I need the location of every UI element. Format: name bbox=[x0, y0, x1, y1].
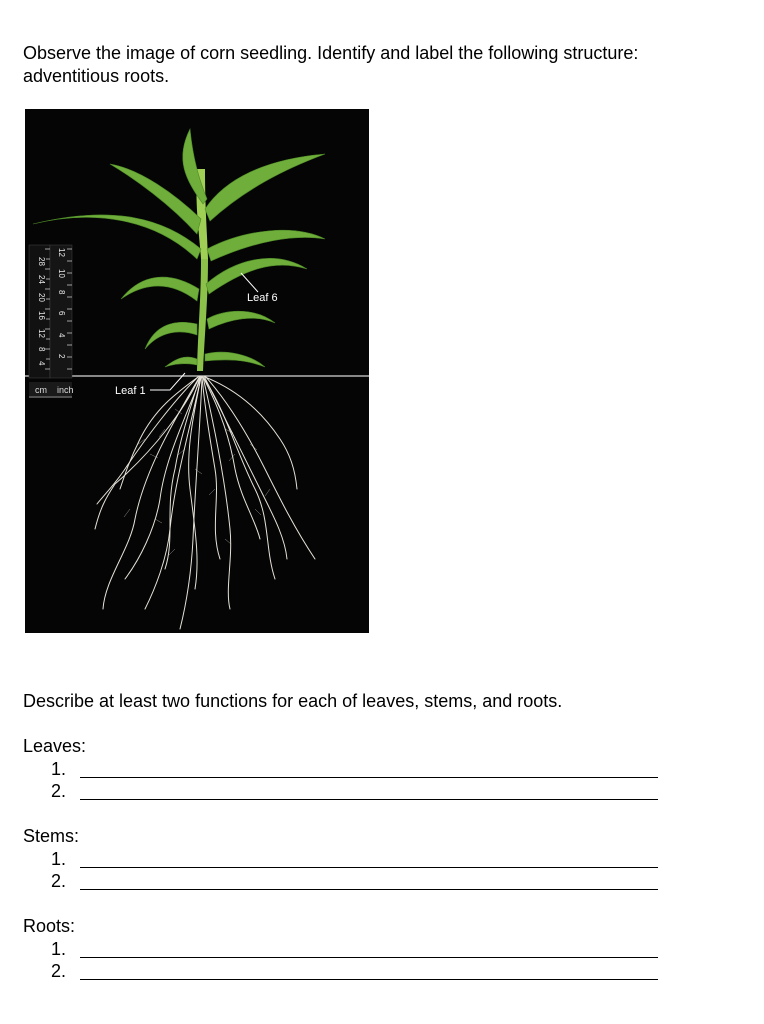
ruler-cm-tick: 16 bbox=[37, 311, 46, 320]
stems-heading: Stems: bbox=[23, 826, 80, 846]
ruler-inch-label: inch bbox=[57, 385, 74, 395]
ruler-cm-tick: 12 bbox=[37, 329, 46, 338]
corn-seedling-photo bbox=[25, 109, 369, 633]
leaf-6-label: Leaf 6 bbox=[247, 292, 278, 304]
leaves-answer-2-blank[interactable] bbox=[80, 799, 658, 800]
ruler-cm-tick: 28 bbox=[37, 257, 46, 266]
leaves-section bbox=[23, 735, 86, 803]
roots-answer-1-blank[interactable] bbox=[80, 957, 658, 958]
functions-question: Describe at least two functions for each of leaves, stems, and roots. bbox=[23, 691, 563, 711]
ruler-cm-tick: 4 bbox=[37, 361, 46, 366]
answer-row bbox=[23, 848, 79, 871]
ruler-inch-tick: 10 bbox=[57, 269, 66, 278]
ruler-cm-tick: 20 bbox=[37, 293, 46, 302]
stems-answer-2-blank[interactable] bbox=[80, 889, 658, 890]
ruler-cm-label: cm bbox=[35, 385, 47, 395]
ruler-inch-tick: 8 bbox=[57, 290, 66, 295]
instructions-line-2: adventitious roots. bbox=[23, 66, 170, 86]
measuring-ruler bbox=[29, 245, 74, 397]
leaf-1-label: Leaf 1 bbox=[115, 385, 146, 397]
roots-answer-2-blank[interactable] bbox=[80, 979, 658, 980]
item-number: 2. bbox=[51, 961, 67, 981]
answer-row bbox=[23, 758, 86, 781]
answer-row bbox=[23, 870, 79, 893]
answer-row bbox=[23, 960, 75, 983]
ruler-cm-tick: 8 bbox=[37, 347, 46, 352]
leaves-answer-1-blank[interactable] bbox=[80, 777, 658, 778]
item-number: 1. bbox=[51, 848, 67, 869]
item-number: 1. bbox=[51, 938, 67, 959]
leaves-heading: Leaves: bbox=[23, 736, 87, 756]
instructions bbox=[23, 42, 743, 88]
ruler-inch-tick: 2 bbox=[57, 354, 66, 359]
ruler-inch-tick: 12 bbox=[57, 248, 66, 257]
item-number: 2. bbox=[51, 781, 67, 801]
ruler-cm-tick: 24 bbox=[37, 275, 46, 284]
roots-section bbox=[23, 915, 75, 983]
stems-answer-1-blank[interactable] bbox=[80, 867, 658, 868]
instructions-line-1: Observe the image of corn seedling. Identify and label the following structure: bbox=[23, 43, 639, 63]
answer-row bbox=[23, 938, 75, 961]
roots-heading: Roots: bbox=[23, 916, 76, 936]
answer-row bbox=[23, 780, 86, 803]
item-number: 2. bbox=[51, 871, 67, 891]
stems-section bbox=[23, 825, 79, 893]
item-number: 1. bbox=[51, 758, 67, 779]
ruler-inch-tick: 4 bbox=[57, 333, 66, 338]
ruler-inch-tick: 6 bbox=[57, 311, 66, 316]
